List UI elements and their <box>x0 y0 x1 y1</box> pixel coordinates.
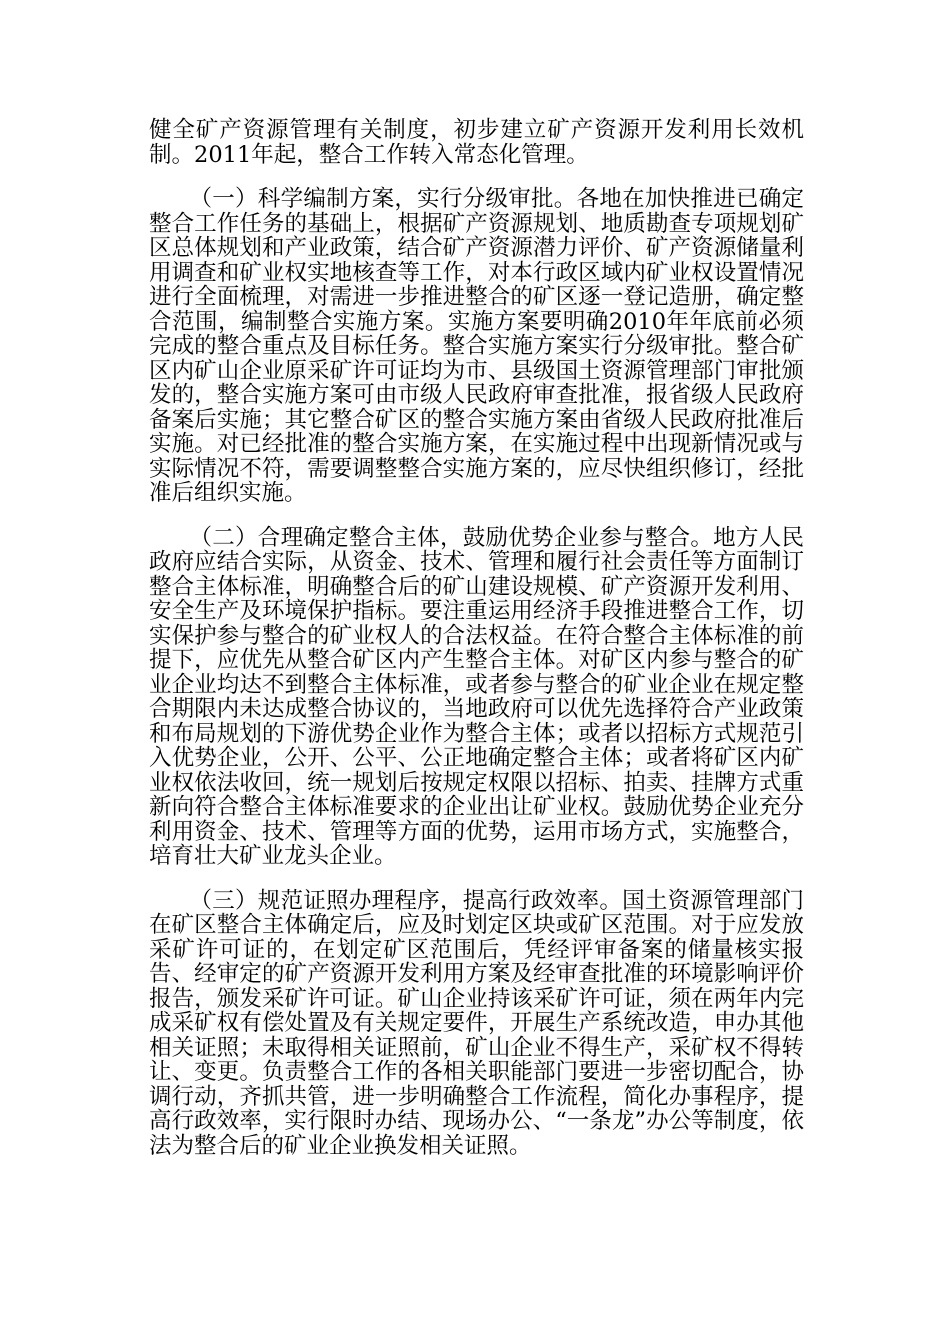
paragraph-continuation: 健全矿产资源管理有关制度，初步建立矿产资源开发利用长效机制。2011年起，整合工作转入常态化管理。 <box>149 117 804 168</box>
paragraph-section-1: （一）科学编制方案，实行分级审批。各地在加快推进已确定整合工作任务的基础上，根据矿产资源规划、地质勘查专项规划矿区总体规划和产业政策，结合矿产资源潜力评价、矿产资源储量利用调查和矿业权实地核查等工作，对本行政区域内矿业权设置情况进行全面梳理，对需进一步推进整合的矿区逐一登记造册，确定整合范围，编制整合实施方案。实施方案要明确2010年年底前必须完成的整合重点及目标任务。整合实施方案实行分级审批。整合矿区内矿山企业原采矿许可证均为市、县级国土资源管理部门审批颁发的，整合实施方案可由市级人民政府审查批准，报省级人民政府备案后实施；其它整合矿区的整合实施方案由省级人民政府批准后实施。对已经批准的整合实施方案，在实施过程中出现新情况或与实际情况不符，需要调整整合实施方案的，应尽快组织修订，经批准后组织实施。 <box>149 186 804 506</box>
paragraph-section-3: （三）规范证照办理程序，提高行政效率。国土资源管理部门在矿区整合主体确定后，应及时划定区块或矿区范围。对于应发放采矿许可证的，在划定矿区范围后，凭经评审备案的储量核实报告、经审定的矿产资源开发利用方案及经审查批准的环境影响评价报告，颁发采矿许可证。矿山企业持该采矿许可证，须在两年内完成采矿权有偿处置及有关规定要件，开展生产系统改造，申办其他相关证照；未取得相关证照前，矿山企业不得生产，采矿权不得转让、变更。负责整合工作的各相关职能部门要进一步密切配合，协调行动，齐抓共管，进一步明确整合工作流程，简化办事程序，提高行政效率，实行限时办结、现场办公、“一条龙”办公等制度，依法为整合后的矿业企业换发相关证照。 <box>149 887 804 1159</box>
document-body <box>149 118 804 1158</box>
paragraph-section-2: （二）合理确定整合主体，鼓励优势企业参与整合。地方人民政府应结合实际，从资金、技术、管理和履行社会责任等方面制订整合主体标准，明确整合后的矿山建设规模、矿产资源开发利用、安全生产及环境保护指标。要注重运用经济手段推进整合工作，切实保护参与整合的矿业权人的合法权益。在符合整合主体标准的前提下，应优先从整合矿区内产生整合主体。对矿区内参与整合的矿业企业均达不到整合主体标准，或者参与整合的矿业企业在规定整合期限内未达成整合协议的，当地政府可以优先选择符合产业政策和布局规划的下游优势企业作为整合主体；或者以招标方式规范引入优势企业，公开、公平、公正地确定整合主体；或者将矿区内矿业权依法收回，统一规划后按规定权限以招标、拍卖、挂牌方式重新向符合整合主体标准要求的企业出让矿业权。鼓励优势企业充分利用资金、技术、管理等方面的优势，运用市场方式，实施整合，培育壮大矿业龙头企业。 <box>149 524 804 869</box>
